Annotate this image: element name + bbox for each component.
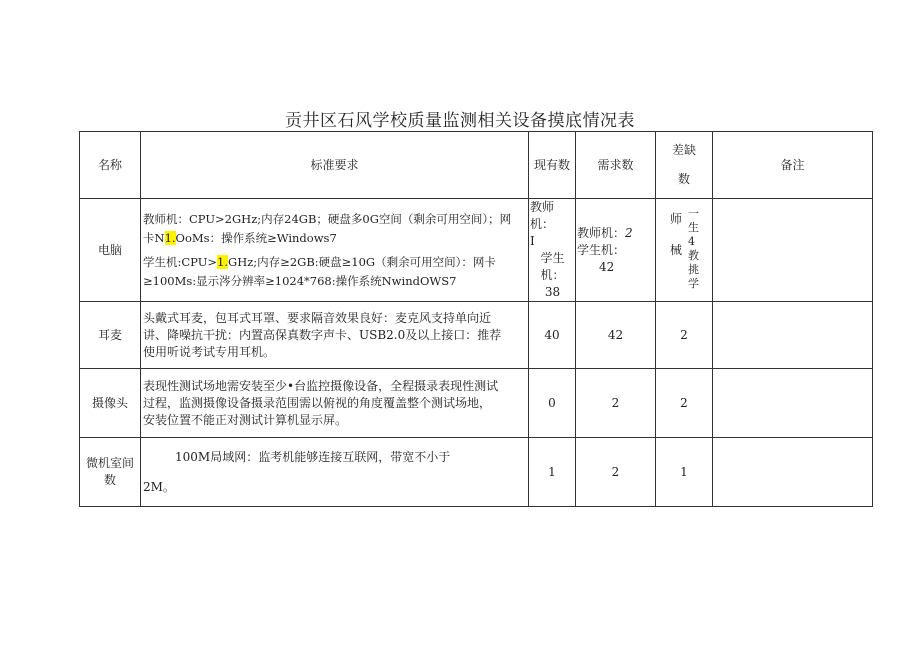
shortage-char: 教 xyxy=(688,249,699,262)
shortage-camera: 2 xyxy=(656,369,713,438)
table-row-computer xyxy=(80,199,873,302)
requirement-computer xyxy=(141,199,529,302)
highlight-mark: 1. xyxy=(164,230,176,245)
req-line: 过程，监测摄像设备摄录范围需以俯视的角度覆盖整个测试场地， xyxy=(143,395,492,410)
req-line: 安装位置不能正对测试计算机显示屏。 xyxy=(143,412,348,427)
table-row-lan xyxy=(80,438,873,507)
req-line: 教师机：CPU>2GHz;内存24GB；硬盘多0G空间（剩余可用空间）；网 xyxy=(143,211,512,226)
header-shortage xyxy=(656,132,713,199)
requirement-lan xyxy=(141,438,529,507)
have-headset: 40 xyxy=(529,302,576,369)
need-label-teacher: 教师机： xyxy=(577,225,626,240)
shortage-lan: 1 xyxy=(656,438,713,507)
req-line xyxy=(143,253,526,272)
need-camera: 2 xyxy=(576,369,656,438)
req-line: 表现性测试场地需安装至少•台监控摄像设备，全程摄录表现性测试 xyxy=(143,378,499,393)
req-line xyxy=(143,229,526,248)
req-text: OoMs：操作系统≥Windows7 xyxy=(175,230,337,245)
need-teacher xyxy=(577,225,655,242)
have-lan: 1 xyxy=(529,438,576,507)
table-row-camera xyxy=(80,369,873,438)
shortage-char: 一 xyxy=(688,207,699,220)
remark-lan xyxy=(713,438,873,507)
need-lan: 2 xyxy=(576,438,656,507)
header-have: 现有数 xyxy=(529,132,576,199)
row-name-lan xyxy=(80,438,141,507)
req-line: 讲、降噪抗干扰：内置高保真数字声卡、USB2.0及以上接口：推荐 xyxy=(143,327,502,342)
shortage-char: 械 xyxy=(670,243,683,257)
req-text: 卡N xyxy=(143,230,165,245)
header-name: 名称 xyxy=(80,132,141,199)
need-headset: 42 xyxy=(576,302,656,369)
req-line: 100M局域网：监考机能够连接互联网，带宽不小于 xyxy=(175,450,451,464)
row-name-computer: 电脑 xyxy=(80,199,141,302)
table-row-headset xyxy=(80,302,873,369)
have-label-student: 学生机： xyxy=(540,251,565,282)
need-label-student: 学生机： xyxy=(577,242,626,257)
have-computer xyxy=(529,199,576,302)
req-line: 使用听说考试专用耳机。 xyxy=(143,344,276,359)
row-name-camera: 摄像头 xyxy=(80,369,141,438)
header-remark: 备注 xyxy=(713,132,873,199)
req-text: 学生机:CPU> xyxy=(143,254,218,269)
have-camera: 0 xyxy=(529,369,576,438)
header-shortage-line2: 数 xyxy=(677,172,690,186)
shortage-char: 生 xyxy=(688,221,699,234)
req-text: GHz;内存≥2GB:硬盘≥10G（剩余可用空间）：网卡 xyxy=(228,254,496,269)
req-line: 头戴式耳麦，包耳式耳罩、要求隔音效果良好：麦克风支持单向近 xyxy=(143,310,492,325)
shortage-computer xyxy=(656,199,713,302)
requirement-camera xyxy=(141,369,529,438)
req-line: ≥100Ms:显示涔分辨率≥1024*768:操作系统NwindOWS7 xyxy=(143,273,457,288)
page-title: 贡井区石风学校质量监测相关设备摸底情况表 xyxy=(285,111,635,131)
shortage-headset: 2 xyxy=(656,302,713,369)
remark-computer xyxy=(713,199,873,302)
shortage-char: 挑 xyxy=(688,263,699,276)
need-value-student: 42 xyxy=(599,259,615,274)
row-name-headset: 耳麦 xyxy=(80,302,141,369)
have-label-teacher: 教师机： xyxy=(530,200,555,231)
shortage-char: 师 xyxy=(670,212,683,226)
need-value-teacher: 2 xyxy=(625,225,633,240)
highlight-mark: 1. xyxy=(217,254,229,269)
have-value-teacher: I xyxy=(530,234,535,248)
equipment-survey-table xyxy=(79,131,873,507)
have-value-student: 38 xyxy=(544,285,561,299)
shortage-char: 4 xyxy=(688,235,695,248)
remark-camera xyxy=(713,369,873,438)
need-computer xyxy=(576,199,656,302)
remark-headset xyxy=(713,302,873,369)
row-name-lan-line2: 数 xyxy=(103,473,116,487)
header-shortage-line1: 差缺 xyxy=(671,143,696,157)
header-need: 需求数 xyxy=(576,132,656,199)
header-standard: 标准要求 xyxy=(141,132,529,199)
requirement-headset xyxy=(141,302,529,369)
req-line: 2M。 xyxy=(143,480,175,494)
header-row xyxy=(80,132,873,199)
row-name-lan-line1: 微机室间 xyxy=(85,456,134,470)
shortage-char: 学 xyxy=(688,277,699,290)
